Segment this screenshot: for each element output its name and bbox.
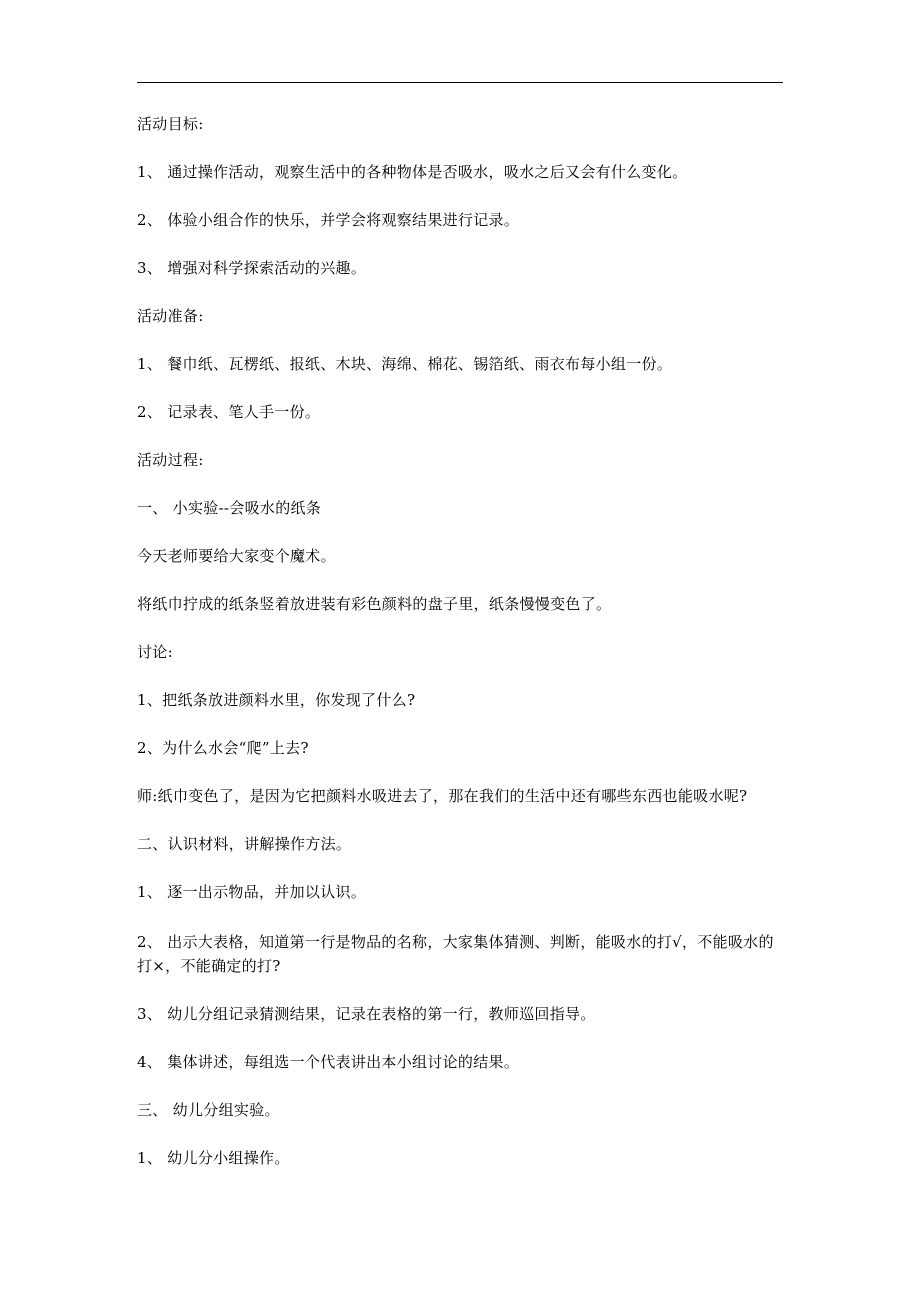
section-2-title: 二、认识材料，讲解操作方法。: [137, 835, 352, 853]
objective-item-2: 2、 体验小组合作的快乐，并学会将观察结果进行记录。: [137, 211, 520, 229]
header-rule: [137, 82, 783, 83]
teacher-remark: 师:纸巾变色了，是因为它把颜料水吸进去了，那在我们的生活中还有哪些东西也能吸水呢?: [137, 787, 748, 805]
section-2-item-1: 1、 逐一出示物品，并加以认识。: [137, 883, 367, 901]
section-3-item-1: 1、 幼儿分小组操作。: [137, 1149, 290, 1167]
preparation-item-2: 2、 记录表、笔人手一份。: [137, 403, 321, 421]
heading-process: 活动过程:: [137, 451, 204, 469]
section-3-title: 三、 幼儿分组实验。: [137, 1101, 280, 1119]
objective-item-1: 1、 通过操作活动，观察生活中的各种物体是否吸水，吸水之后又会有什么变化。: [137, 163, 688, 181]
preparation-item-1: 1、 餐巾纸、瓦楞纸、报纸、木块、海绵、棉花、锡箔纸、雨衣布每小组一份。: [137, 355, 673, 373]
paragraph-magic: 今天老师要给大家变个魔术。: [137, 547, 336, 565]
discussion-item-1: 1、把纸条放进颜料水里，你发现了什么?: [137, 691, 416, 709]
discussion-item-2: 2、为什么水会“爬”上去?: [137, 739, 309, 757]
heading-objectives: 活动目标:: [137, 115, 204, 133]
paragraph-paper-strip: 将纸巾拧成的纸条竖着放进装有彩色颜料的盘子里，纸条慢慢变色了。: [137, 595, 612, 613]
heading-discussion: 讨论:: [137, 643, 173, 661]
section-2-item-2: 2、 出示大表格，知道第一行是物品的名称，大家集体猜测、判断，能吸水的打√，不能吸水的打×，不能确定的打?: [137, 933, 774, 975]
heading-preparation: 活动准备:: [137, 307, 204, 325]
objective-item-3: 3、 增强对科学探索活动的兴趣。: [137, 259, 367, 277]
section-1-title: 一、 小实验--会吸水的纸条: [137, 499, 322, 517]
section-2-item-4: 4、 集体讲述，每组选一个代表讲出本小组讨论的结果。: [137, 1053, 520, 1071]
section-2-item-3: 3、 幼儿分组记录猜测结果，记录在表格的第一行，教师巡回指导。: [137, 1005, 596, 1023]
